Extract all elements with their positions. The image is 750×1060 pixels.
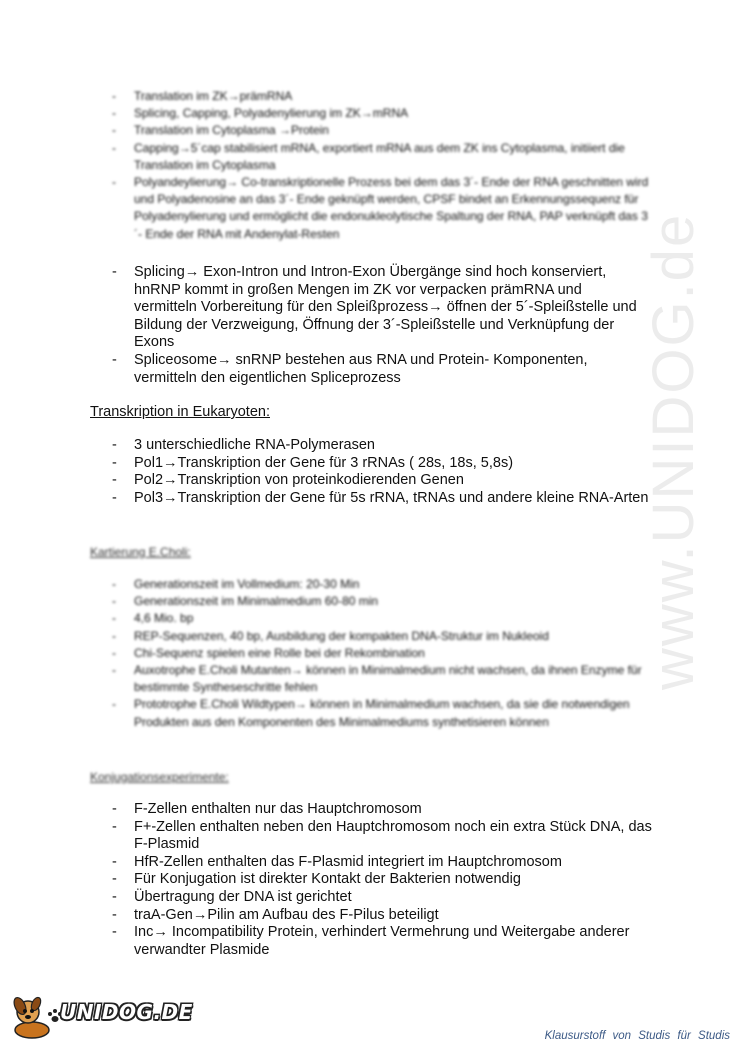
watermark: www.UNIDOG.de	[641, 212, 706, 690]
list-item: - Spliceosome→ snRNP bestehen aus RNA und Protein- Komponenten, vermitteln den eigentlichen Spliceprozess	[112, 351, 588, 386]
list-item: - Splicing→ Exon-Intron und Intron-Exon Übergänge sind hoch konserviert, hnRNP kommt in großen Mengen im ZK vor verpacken prämRNA und vermitteln Vorbereitung für den Spleißprozess→ öffnen der 5´-Spleißstelle und Bildung der Verzweigung, Öffnung der 3´-Spleißstelle und Verknüpfung der Exons	[112, 264, 637, 351]
list-item: - Capping→5´cap stabilisiert mRNA, exportiert mRNA aus dem ZK ins Cytoplasma, initiiert die Translation im Cytoplasma	[112, 140, 625, 172]
logo-text: UNIDOG.DE	[60, 1000, 193, 1024]
list-item: - Splicing, Capping, Polyadenylierung im ZK→mRNA	[112, 106, 409, 121]
konjugation-list	[112, 801, 657, 959]
list-item: - Chi-Sequenz spielen eine Rolle bei der Rekombination	[112, 645, 425, 660]
splicing-list	[112, 264, 642, 387]
list-item: - HfR-Zellen enthalten das F-Plasmid integriert im Hauptchromosom	[112, 853, 562, 870]
list-item: - Pol1→Transkription der Gene für 3 rRNAs ( 28s, 18s, 5,8s)	[112, 454, 514, 471]
list-item: - REP-Sequenzen, 40 bp, Ausbildung der kompakten DNA-Struktur im Nukleoid	[112, 628, 549, 643]
transkription-list	[112, 437, 652, 507]
list-item: - Pol2→Transkription von proteinkodierenden Genen	[112, 472, 464, 489]
list-item: - Inc→ Incompatibility Protein, verhindert Vermehrung und Weitergabe anderer verwandter Plasmide	[112, 924, 630, 958]
kartierung-list	[112, 576, 657, 731]
unidog-logo	[6, 994, 193, 1040]
list-item: - Auxotrophe E.Choli Mutanten→ können in Minimalmedium nicht wachsen, da ihnen Enzyme für bestimmte Syntheseschritte fehlen	[112, 663, 642, 695]
blurred-list-1	[112, 88, 652, 243]
list-item: - Polyandeylierung→ Co-transkriptionelle Prozess bei dem das 3´- Ende der RNA geschnitten wird und Polyadenosine an das 3´- Ende geknüpft werden, CPSF bindet an Erkennungssequenz für Polyadenylierung und ermöglicht die endonukleolytische Spaltung der RNA, PAP verknüpft das 3´- Ende der RNA mit Andenylat-Resten	[112, 175, 649, 241]
section-heading-kartierung: Kartierung E.Choli:	[90, 545, 191, 559]
list-item: - traA-Gen→Pilin am Aufbau des F-Pilus beteiligt	[112, 906, 439, 923]
list-item: - Translation im ZK→prämRNA	[112, 89, 293, 103]
dog-icon	[6, 994, 66, 1040]
list-item: - F+-Zellen enthalten neben den Hauptchromosom noch ein extra Stück DNA, das F-Plasmid	[112, 818, 652, 853]
list-item: - Prototrophe E.Choli Wildtypen→ können in Minimalmedium wachsen, da sie die notwendigen Produkten aus den Komponenten des Minimalmediums synthetisieren können	[112, 697, 630, 729]
list-item: - Translation im Cytoplasma →Protein	[112, 123, 329, 138]
list-item: - 4,6 Mio. bp	[112, 611, 194, 626]
list-item: - 3 unterschiedliche RNA-Polymerasen	[112, 437, 375, 453]
list-item: - Generationszeit im Vollmedium: 20-30 Min	[112, 577, 360, 591]
section-heading-konjugation: Konjugationsexperimente:	[90, 770, 229, 784]
list-item: - F-Zellen enthalten nur das Hauptchromosom	[112, 801, 422, 817]
footer-tagline: Klausurstoff von Studis für Studis	[544, 1030, 730, 1042]
section-heading-transkription: Transkription in Eukaryoten:	[90, 404, 270, 420]
list-item: - Übertragung der DNA ist gerichtet	[112, 888, 352, 905]
list-item: - Für Konjugation ist direkter Kontakt der Bakterien notwendig	[112, 871, 521, 888]
list-item: - Pol3→Transkription der Gene für 5s rRNA, tRNAs und andere kleine RNA-Arten	[112, 489, 649, 506]
list-item: - Generationszeit im Minimalmedium 60-80 min	[112, 594, 379, 609]
